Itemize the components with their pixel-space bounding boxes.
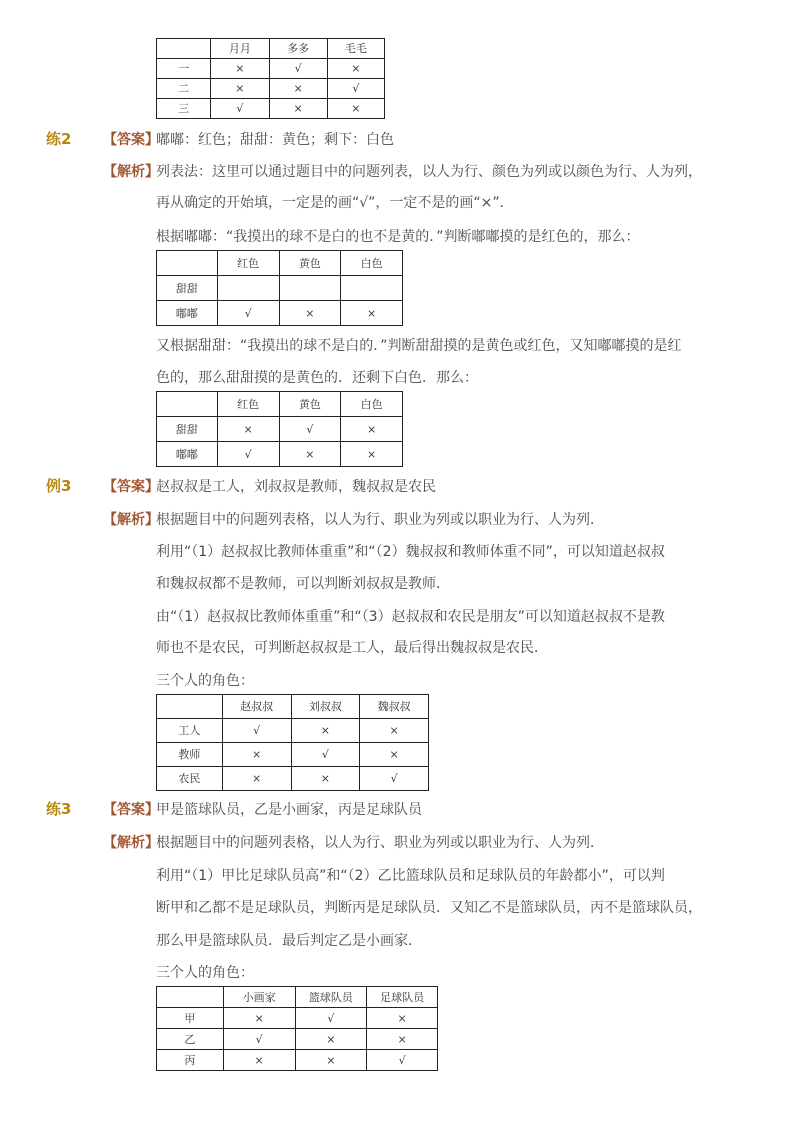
table-row-head: 工人 bbox=[157, 719, 223, 743]
analysis-line: 列表法：这里可以通过题目中的问题列表，以人为行、颜色为列或以颜色为行、人为列， bbox=[156, 164, 702, 180]
table-cell: × bbox=[367, 1008, 438, 1029]
table-cell: √ bbox=[327, 79, 384, 99]
table-row bbox=[157, 719, 429, 743]
table-row bbox=[157, 417, 403, 442]
table-color-partial bbox=[156, 250, 403, 326]
table-cell: × bbox=[269, 79, 327, 99]
table-header-cell: 毛毛 bbox=[327, 39, 384, 59]
table-cell: × bbox=[291, 719, 360, 743]
table-person-vs-role bbox=[156, 986, 438, 1071]
table-row bbox=[157, 276, 403, 301]
table-cell: √ bbox=[360, 767, 429, 791]
table-cell bbox=[279, 276, 341, 301]
table-header-row bbox=[157, 251, 403, 276]
table-header-cell: 小画家 bbox=[223, 987, 295, 1008]
table-row bbox=[157, 743, 429, 767]
table-header-cell: 白色 bbox=[341, 392, 403, 417]
table-cell: × bbox=[360, 743, 429, 767]
analysis-line: 利用“（1）甲比足球队员高”和“（2）乙比篮球队员和足球队员的年龄都小”，可以判 bbox=[156, 868, 665, 884]
table-cell: √ bbox=[279, 417, 341, 442]
table-header-cell: 赵叔叔 bbox=[222, 695, 291, 719]
table-cell: × bbox=[327, 59, 384, 79]
table-row-head: 丙 bbox=[157, 1050, 224, 1071]
table-row bbox=[157, 99, 385, 119]
table-cell: × bbox=[327, 99, 384, 119]
table-cell: × bbox=[222, 767, 291, 791]
table-cell: × bbox=[367, 1029, 438, 1050]
table-cell: × bbox=[341, 442, 403, 467]
analysis-line: 三个人的角色： bbox=[156, 673, 254, 689]
table-cell: √ bbox=[291, 743, 360, 767]
table-header-cell: 黄色 bbox=[279, 392, 341, 417]
table-cell bbox=[157, 251, 218, 276]
table-row bbox=[157, 767, 429, 791]
table-row-head: 甜甜 bbox=[157, 276, 218, 301]
table-row bbox=[157, 1050, 438, 1071]
table-row bbox=[157, 1008, 438, 1029]
table-cell: × bbox=[279, 442, 341, 467]
analysis-tag: 【解析】 bbox=[103, 835, 159, 851]
table-cell bbox=[217, 276, 279, 301]
analysis-line: 和魏叔叔都不是教师，可以判断刘叔叔是教师． bbox=[156, 576, 450, 592]
answer-text: 嘟嘟：红色；甜甜：黄色；剩下：白色 bbox=[156, 132, 394, 148]
table-header-row bbox=[157, 39, 385, 59]
table-row bbox=[157, 1029, 438, 1050]
analysis-line: 根据嘟嘟：“我摸出的球不是白的也不是黄的．”判断嘟嘟摸的是红色的，那么： bbox=[156, 229, 640, 245]
table-header-row bbox=[157, 987, 438, 1008]
analysis-tag: 【解析】 bbox=[103, 164, 159, 180]
table-row bbox=[157, 442, 403, 467]
table-cell: × bbox=[341, 301, 403, 326]
table-header-cell: 白色 bbox=[341, 251, 403, 276]
answer-tag: 【答案】 bbox=[103, 479, 159, 495]
table-cell: √ bbox=[367, 1050, 438, 1071]
table-cell: × bbox=[295, 1050, 367, 1071]
table-cell: × bbox=[341, 417, 403, 442]
table-header-cell: 篮球队员 bbox=[295, 987, 367, 1008]
table-color-complete bbox=[156, 391, 403, 467]
table-row-head: 甲 bbox=[157, 1008, 224, 1029]
table-cell: × bbox=[360, 719, 429, 743]
table-cell: √ bbox=[211, 99, 269, 119]
table-row-head: 一 bbox=[157, 59, 211, 79]
table-cell: × bbox=[211, 59, 269, 79]
table-row-head: 嘟嘟 bbox=[157, 301, 218, 326]
answer-tag: 【答案】 bbox=[103, 132, 159, 148]
table-cell bbox=[157, 392, 218, 417]
table-header-row bbox=[157, 695, 429, 719]
table-row bbox=[157, 301, 403, 326]
example-label-li3: 例3 bbox=[46, 477, 72, 495]
analysis-line: 利用“（1）赵叔叔比教师体重重”和“（2）魏叔叔和教师体重不同”，可以知道赵叔叔 bbox=[156, 544, 665, 560]
table-cell: √ bbox=[269, 59, 327, 79]
table-cell: × bbox=[269, 99, 327, 119]
table-row-head: 教师 bbox=[157, 743, 223, 767]
table-cell bbox=[157, 987, 224, 1008]
analysis-tag: 【解析】 bbox=[103, 512, 159, 528]
table-row bbox=[157, 79, 385, 99]
table-header-cell: 黄色 bbox=[279, 251, 341, 276]
analysis-line: 三个人的角色： bbox=[156, 965, 254, 981]
analysis-line: 根据题目中的问题列表格，以人为行、职业为列或以职业为行、人为列． bbox=[156, 512, 604, 528]
table-row bbox=[157, 59, 385, 79]
table-cell: √ bbox=[217, 442, 279, 467]
analysis-line: 根据题目中的问题列表格，以人为行、职业为列或以职业为行、人为列． bbox=[156, 835, 604, 851]
table-row-head: 乙 bbox=[157, 1029, 224, 1050]
table-cell: × bbox=[279, 301, 341, 326]
table-cell: √ bbox=[222, 719, 291, 743]
table-row-head: 甜甜 bbox=[157, 417, 218, 442]
table-header-cell: 红色 bbox=[217, 251, 279, 276]
table-row-head: 三 bbox=[157, 99, 211, 119]
table-cell: √ bbox=[295, 1008, 367, 1029]
table-cell: √ bbox=[223, 1029, 295, 1050]
analysis-line: 再从确定的开始填，一定是的画“√”，一定不是的画“×”． bbox=[156, 195, 514, 211]
table-cell bbox=[157, 39, 211, 59]
table-header-cell: 足球队员 bbox=[367, 987, 438, 1008]
analysis-line: 又根据甜甜：“我摸出的球不是白的．”判断甜甜摸的是黄色或红色，又知嘟嘟摸的是红 bbox=[156, 338, 682, 354]
table-cell: × bbox=[222, 743, 291, 767]
analysis-line: 断甲和乙都不是足球队员，判断丙是足球队员．又知乙不是篮球队员，丙不是篮球队员， bbox=[156, 900, 702, 916]
table-row-head: 农民 bbox=[157, 767, 223, 791]
table-row-head: 嘟嘟 bbox=[157, 442, 218, 467]
table-cell: × bbox=[291, 767, 360, 791]
table-header-cell: 多多 bbox=[269, 39, 327, 59]
table-cell: × bbox=[217, 417, 279, 442]
table-name-vs-position bbox=[156, 38, 385, 119]
analysis-line: 由“（1）赵叔叔比教师体重重”和“（3）赵叔叔和农民是朋友”可以知道赵叔叔不是教 bbox=[156, 609, 665, 625]
table-person-vs-job bbox=[156, 694, 429, 791]
exercise-label-lian2: 练2 bbox=[46, 130, 72, 148]
table-cell: √ bbox=[217, 301, 279, 326]
analysis-line: 色的，那么甜甜摸的是黄色的．还剩下白色．那么： bbox=[156, 370, 478, 386]
table-cell: × bbox=[223, 1008, 295, 1029]
table-header-cell: 红色 bbox=[217, 392, 279, 417]
table-cell bbox=[157, 695, 223, 719]
table-cell bbox=[341, 276, 403, 301]
answer-tag: 【答案】 bbox=[103, 802, 159, 818]
table-cell: × bbox=[211, 79, 269, 99]
exercise-label-lian3: 练3 bbox=[46, 800, 72, 818]
analysis-line: 师也不是农民，可判断赵叔叔是工人，最后得出魏叔叔是农民． bbox=[156, 640, 548, 656]
table-header-cell: 魏叔叔 bbox=[360, 695, 429, 719]
table-header-row bbox=[157, 392, 403, 417]
table-cell: × bbox=[223, 1050, 295, 1071]
answer-text: 甲是篮球队员，乙是小画家，丙是足球队员 bbox=[156, 802, 422, 818]
table-header-cell: 月月 bbox=[211, 39, 269, 59]
table-row-head: 二 bbox=[157, 79, 211, 99]
table-header-cell: 刘叔叔 bbox=[291, 695, 360, 719]
table-cell: × bbox=[295, 1029, 367, 1050]
answer-text: 赵叔叔是工人，刘叔叔是教师，魏叔叔是农民 bbox=[156, 479, 436, 495]
analysis-line: 那么甲是篮球队员．最后判定乙是小画家． bbox=[156, 933, 422, 949]
